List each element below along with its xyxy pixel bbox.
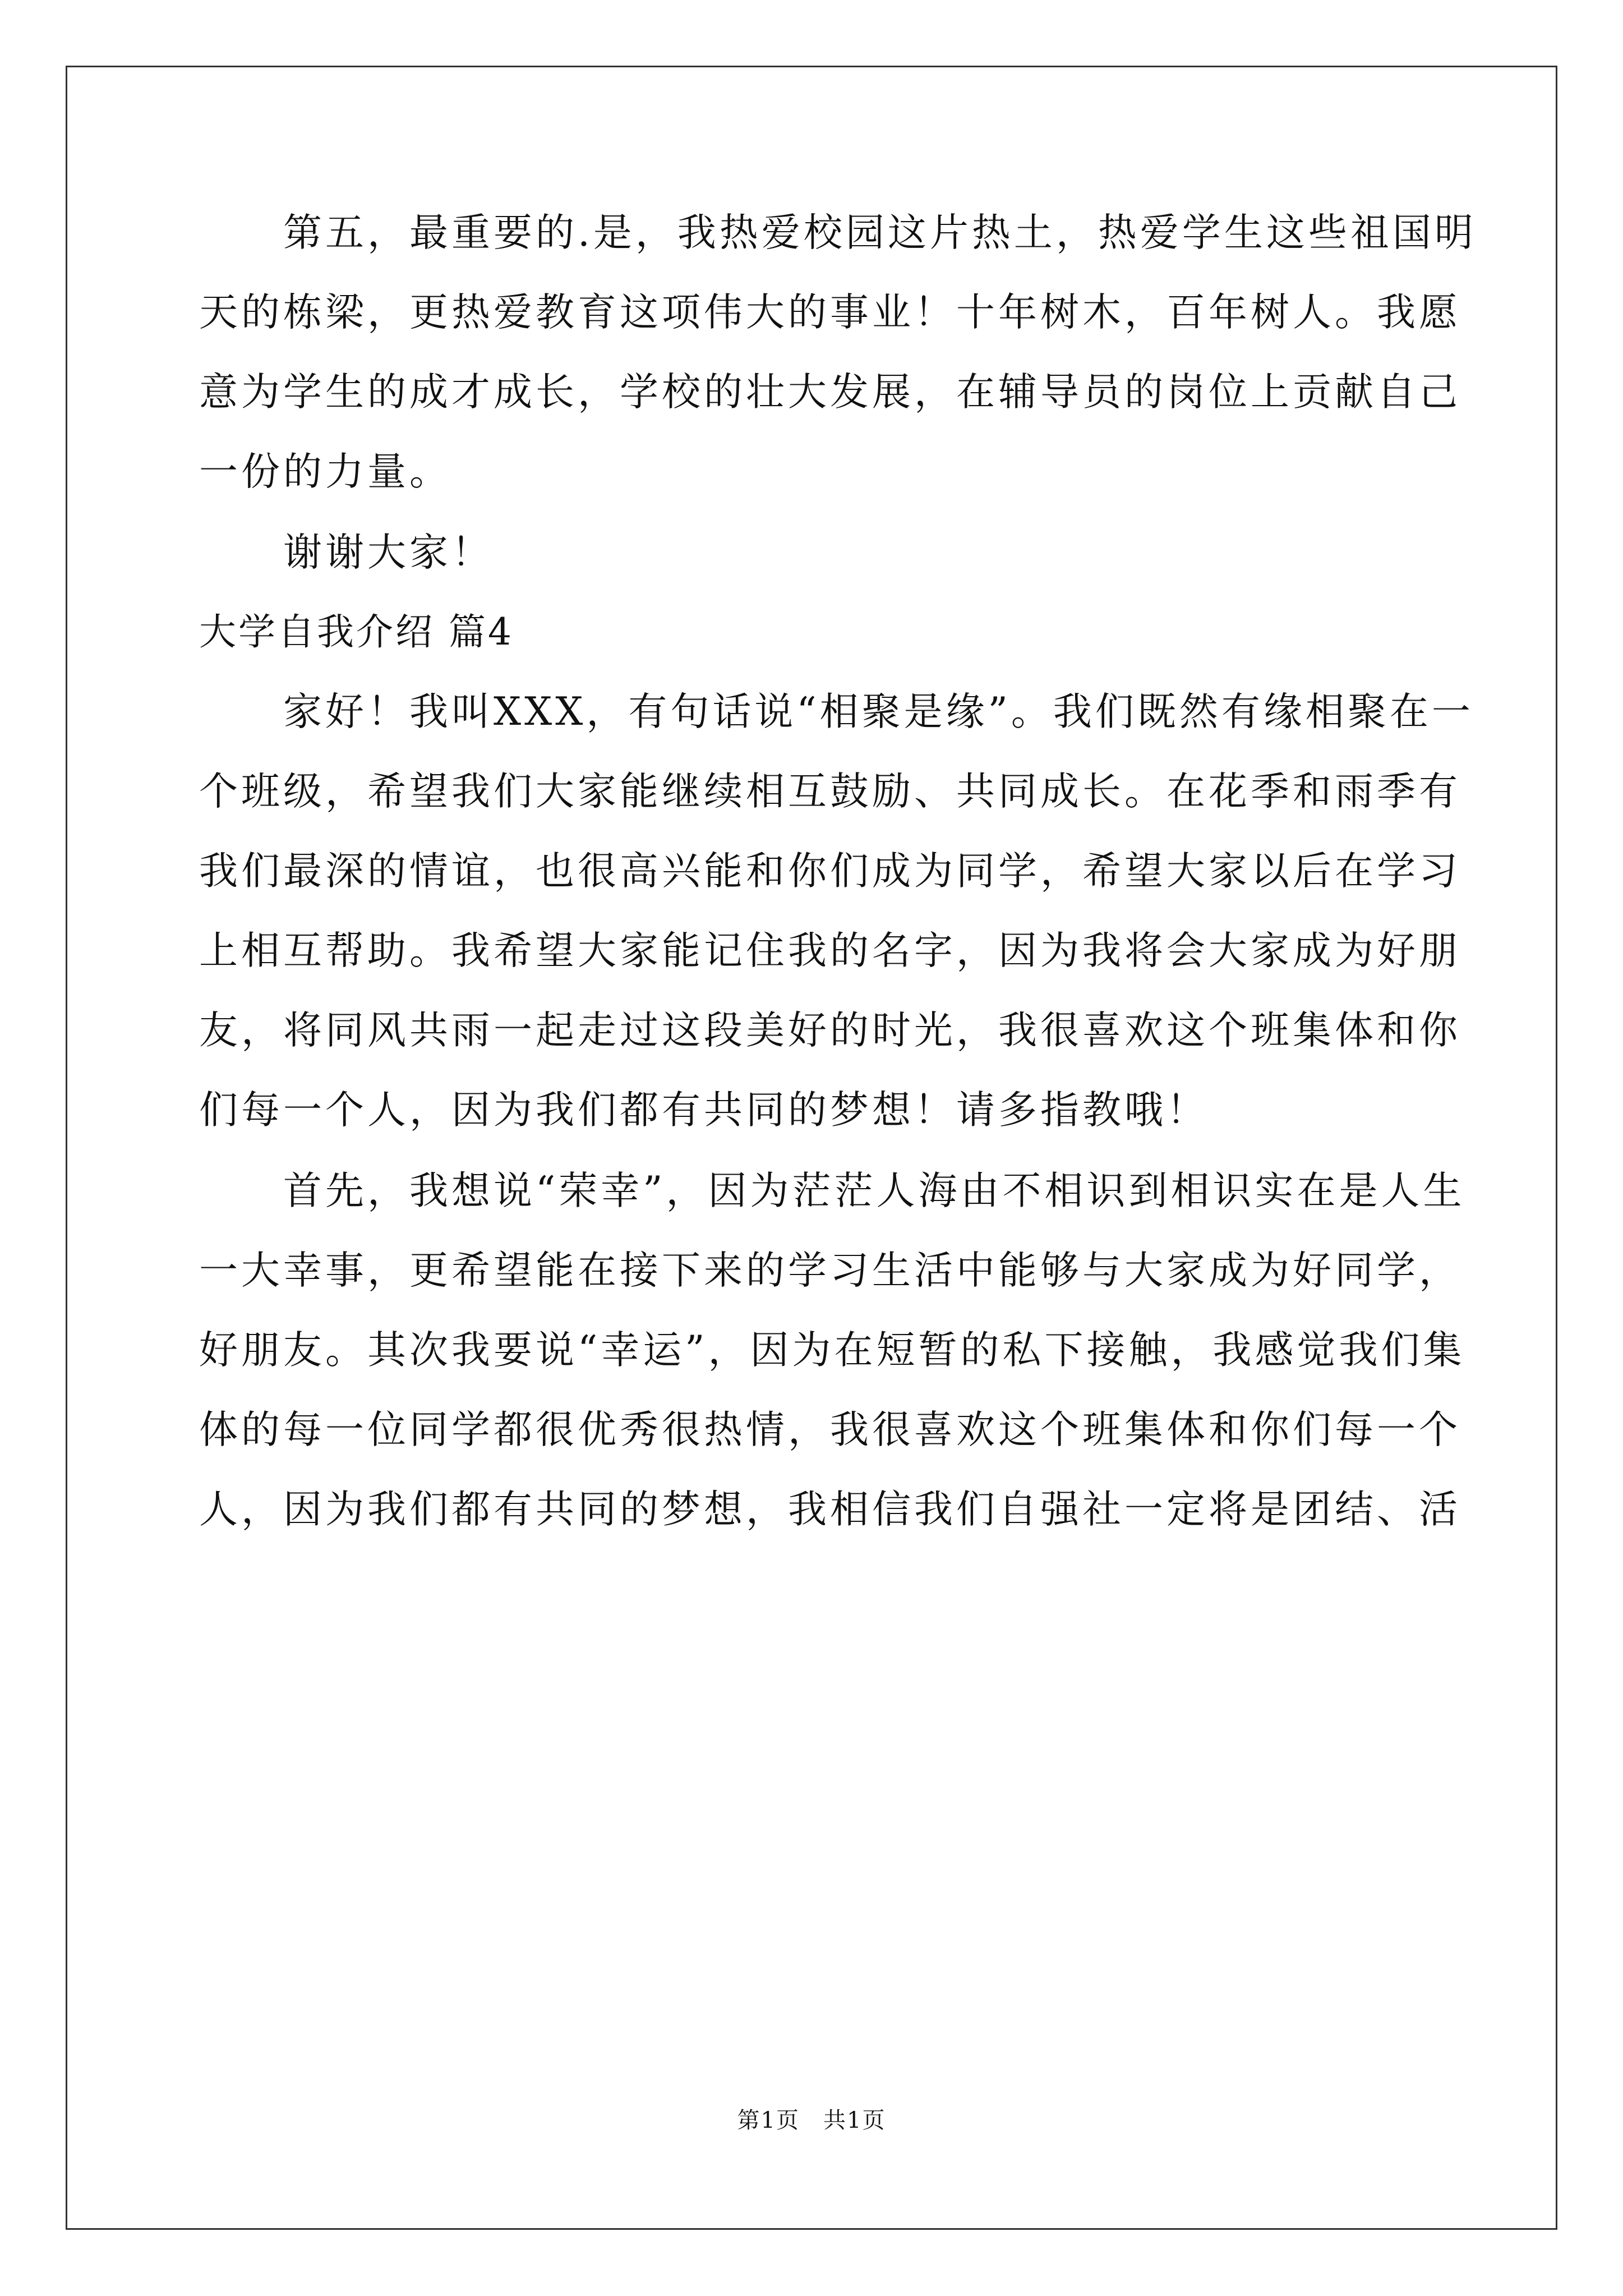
paragraph-line: 个班级，希望我们大家能继续相互鼓励、共同成长。在花季和雨季有	[199, 769, 1461, 814]
paragraph-line: 人，因为我们都有共同的梦想，我相信我们自强社一定将是团结、活	[199, 1487, 1461, 1532]
paragraph-line: 一份的力量。	[199, 449, 451, 494]
section-heading: 大学自我介绍 篇4	[199, 610, 514, 654]
paragraph-line: 友，将同风共雨一起走过这段美好的时光，我很喜欢这个班集体和你	[199, 1008, 1461, 1053]
closing-line: 谢谢大家！	[283, 530, 494, 575]
paragraph-line: 我们最深的情谊，也很高兴能和你们成为同学，希望大家以后在学习	[199, 849, 1461, 894]
page-footer: 第1页 共1页	[737, 2108, 886, 2133]
paragraph-line: 好朋友。其次我要说“幸运”，因为在短暂的私下接触，我感觉我们集	[199, 1328, 1465, 1373]
paragraph-line: 体的每一位同学都很优秀很热情，我很喜欢这个班集体和你们每一个	[199, 1407, 1461, 1452]
paragraph-line: 上相互帮助。我希望大家能记住我的名字，因为我将会大家成为好朋	[199, 928, 1461, 973]
paragraph-line: 们每一个人，因为我们都有共同的梦想！请多指教哦！	[199, 1088, 1209, 1133]
paragraph-line: 天的栋梁，更热爱教育这项伟大的事业！十年树木，百年树人。我愿	[199, 290, 1461, 335]
paragraph-line: 首先，我想说“荣幸”，因为茫茫人海由不相识到相识实在是人生	[283, 1168, 1465, 1213]
paragraph-line: 家好！我叫XXX，有句话说“相聚是缘”。我们既然有缘相聚在一	[283, 689, 1474, 734]
paragraph-line: 第五，最重要的.是，我热爱校园这片热土，热爱学生这些祖国明	[283, 210, 1477, 255]
paragraph-line: 意为学生的成才成长，学校的壮大发展，在辅导员的岗位上贡献自己	[199, 370, 1461, 415]
paragraph-line: 一大幸事，更希望能在接下来的学习生活中能够与大家成为好同学，	[199, 1248, 1461, 1293]
